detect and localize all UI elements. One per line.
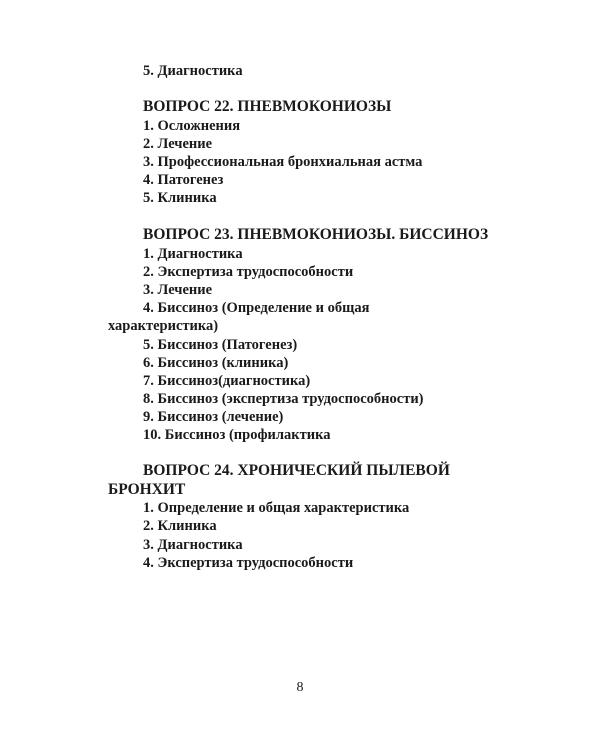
list-item: 3. Профессиональная бронхиальная астма xyxy=(143,154,423,170)
page-number: 8 xyxy=(296,680,304,695)
list-item: 6. Биссиноз (клиника) xyxy=(143,355,289,371)
list-item: 3. Диагностика xyxy=(143,537,243,553)
list-item: 8. Биссиноз (экспертиза трудоспособности) xyxy=(143,391,424,407)
section-heading: ВОПРОС 24. ХРОНИЧЕСКИЙ ПЫЛЕВОЙ xyxy=(143,462,450,479)
list-item: 10. Биссиноз (профилактика xyxy=(143,427,331,443)
list-item: 1. Диагностика xyxy=(143,246,243,262)
list-item: 3. Лечение xyxy=(143,282,213,298)
list-item: 7. Биссиноз(диагностика) xyxy=(143,373,311,389)
section-heading-continuation: БРОНХИТ xyxy=(108,481,186,498)
list-item: 2. Экспертиза трудоспособности xyxy=(143,264,354,280)
section-heading: ВОПРОС 22. ПНЕВМОКОНИОЗЫ xyxy=(143,98,392,115)
list-item: 5. Диагностика xyxy=(143,63,243,79)
list-item: 2. Клиника xyxy=(143,518,217,534)
list-item: 1. Осложнения xyxy=(143,118,241,134)
list-item: 2. Лечение xyxy=(143,136,213,152)
list-item: 4. Экспертиза трудоспособности xyxy=(143,555,354,571)
list-item: 4. Патогенез xyxy=(143,172,224,188)
list-item: 1. Определение и общая характеристика xyxy=(143,500,410,516)
list-item: 4. Биссиноз (Определение и общая xyxy=(143,300,370,316)
list-item: 5. Клиника xyxy=(143,190,217,206)
section-heading: ВОПРОС 23. ПНЕВМОКОНИОЗЫ. БИССИНОЗ xyxy=(143,226,489,243)
list-item: 9. Биссиноз (лечение) xyxy=(143,409,284,425)
list-item: 5. Биссиноз (Патогенез) xyxy=(143,337,298,353)
list-item-continuation: характеристика) xyxy=(108,318,219,334)
